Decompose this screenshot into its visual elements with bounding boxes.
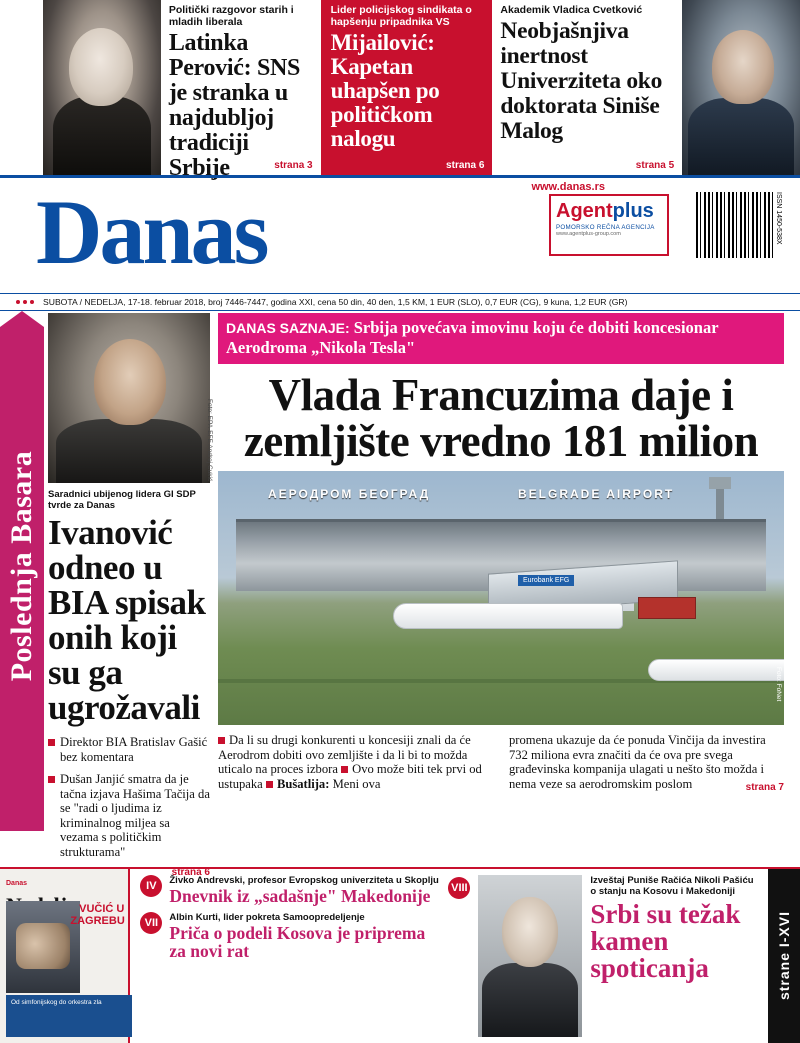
teaser-1-headline: Latinka Perović: SNS je stranka u najdubljoj tradiciji Srbije bbox=[168, 30, 301, 181]
bottom-items bbox=[130, 869, 768, 1043]
teaser-2[interactable] bbox=[323, 0, 493, 175]
bottom-pages-tab bbox=[768, 869, 800, 1043]
left-story[interactable] bbox=[48, 313, 210, 878]
teaser-1-kicker: Politički razgovor starih i mladih liberala bbox=[168, 4, 294, 28]
bullet-text: Direktor BIA Bratislav Gašić bez komentara bbox=[60, 735, 208, 764]
page-number-badge: VII bbox=[140, 912, 162, 934]
bullet-square-icon bbox=[341, 766, 348, 773]
ad-brand-name bbox=[556, 200, 662, 222]
bottom-left-items bbox=[140, 875, 440, 1037]
lead-story-banner bbox=[218, 313, 784, 364]
bottom-right-headline: Srbi su težak kamen spoticanja bbox=[590, 899, 741, 983]
page-number-badge-right: VIII bbox=[448, 877, 470, 899]
body-text-3: Meni ova bbox=[332, 776, 381, 791]
teaser-3-page: strana 5 bbox=[635, 160, 675, 171]
barcode bbox=[696, 192, 782, 258]
page-number-badge: IV bbox=[140, 875, 162, 897]
magazine-cover-headline: VUČIĆ U ZAGREBU bbox=[70, 903, 125, 927]
bullet-text: Dušan Janjić smatra da je tačna izjava Hašima Tačija da se "radi o ljudima iz kriminalnog miljea sa vezama s političkim strukturama" bbox=[60, 772, 210, 859]
bottom-item-kicker: Živko Andrevski, profesor Evropskog univerziteta u Skoplju bbox=[169, 875, 439, 886]
bottom-right-kicker: Izveštaj Puniše Račića Nikoli Pašiću o stanju na Kosovu i Makedoniji bbox=[590, 875, 754, 897]
bullet-square-icon bbox=[218, 737, 225, 744]
teaser-3-kicker: Akademik Vladica Cvetković bbox=[500, 4, 643, 16]
terminal-sign-latin: BELGRADE AIRPORT bbox=[518, 487, 675, 501]
top-teaser-strip bbox=[0, 0, 800, 181]
ad-subtitle: POMORSKO REČNA AGENCIJA bbox=[556, 224, 655, 231]
body-column-1 bbox=[218, 733, 493, 791]
jetway-logo: Eurobank EFG bbox=[518, 575, 574, 586]
teaser-1[interactable] bbox=[161, 0, 321, 181]
masthead bbox=[0, 175, 800, 293]
list-item[interactable] bbox=[140, 912, 440, 960]
issue-info-bar bbox=[0, 293, 800, 311]
bottom-pages-label: strane I-XVI bbox=[776, 911, 793, 1001]
lead-story-photo bbox=[218, 471, 784, 725]
photo-credit-right: Foto: FoNet bbox=[775, 666, 782, 701]
terminal-sign-cyrillic: АЕРОДРОМ БЕОГРАД bbox=[268, 487, 431, 501]
bottom-promo-strip bbox=[0, 867, 800, 1043]
bottom-right-portrait bbox=[478, 875, 582, 1037]
bottom-item-headline: Dnevnik iz „sadašnje" Makedonije bbox=[169, 886, 431, 906]
decorative-dots bbox=[16, 300, 34, 304]
left-story-page: strana 6 bbox=[171, 867, 210, 878]
list-item[interactable] bbox=[140, 875, 440, 905]
bullet-square-icon bbox=[48, 776, 55, 783]
teaser-1-page: strana 3 bbox=[274, 160, 313, 171]
teaser-2-kicker: Lider policijskog sindikata o hapšenju pripadnika VS bbox=[330, 4, 472, 28]
ad-url: www.agentplus-group.com bbox=[556, 231, 621, 237]
website-url[interactable]: www.danas.rs bbox=[531, 181, 605, 193]
bottom-right-item[interactable] bbox=[590, 875, 760, 1037]
ad-brand-part1: Agent bbox=[556, 200, 613, 222]
sidebar-basara-label: Poslednja Basara bbox=[5, 450, 38, 682]
barcode-bars bbox=[696, 192, 773, 258]
body-text-2: Ovo može biti tek prvi od ustupaka bbox=[218, 762, 482, 791]
teaser-2-headline: Mijailović: Kapetan uhapšen po političkom nalogu bbox=[330, 30, 440, 151]
body-text-1: Da li su drugi konkurenti u koncesiji znali da će Aerodrom dobiti ovo zemljište i da li bi to možda uticalo na proces izbora bbox=[218, 733, 471, 777]
airplane-body bbox=[393, 603, 623, 629]
left-story-bullets bbox=[48, 735, 210, 859]
ad-brand-part2: plus bbox=[612, 200, 654, 222]
body-column-2 bbox=[509, 733, 784, 794]
lead-story-headline: Vlada Francuzima daje i zemljište vredno 181 milion bbox=[243, 370, 759, 466]
bullet-square-icon bbox=[266, 781, 273, 788]
lead-story[interactable] bbox=[206, 313, 784, 794]
left-story-photo bbox=[48, 313, 210, 483]
body-text-source: Bušatlija: bbox=[276, 776, 330, 791]
service-truck bbox=[638, 597, 696, 619]
magazine-cover-photo bbox=[6, 901, 80, 993]
photo-credit-left: Foto: EPA-EFE Andrej Cukić bbox=[206, 399, 213, 482]
banner-text: Srbija povećava imovinu koju će dobiti koncesionar Aerodroma „Nikola Tesla" bbox=[226, 318, 719, 357]
magazine-cover-box: Od simfonijskog do orkestra zla bbox=[6, 995, 132, 1037]
magazine-sub: Danas bbox=[6, 880, 28, 887]
business-jet bbox=[648, 659, 784, 681]
list-item bbox=[48, 772, 210, 859]
barcode-isbn: ISSN 1450-538X bbox=[775, 192, 782, 245]
teaser-3[interactable] bbox=[492, 0, 682, 175]
sidebar-basara[interactable] bbox=[0, 311, 44, 831]
banner-label: DANAS SAZNAJE: bbox=[226, 320, 350, 336]
bottom-item-kicker: Albin Kurti, lider pokreta Samoopredeljenje bbox=[169, 912, 365, 923]
main-section bbox=[0, 311, 800, 878]
teaser-2-page: strana 6 bbox=[446, 160, 485, 171]
bullet-square-icon bbox=[48, 739, 55, 746]
advertisement-agentplus[interactable] bbox=[549, 194, 669, 256]
list-item bbox=[48, 735, 210, 764]
teaser-photo-cvetkovic bbox=[682, 0, 800, 175]
lead-story-page: strana 7 bbox=[745, 782, 784, 794]
teaser-photo-latinka bbox=[43, 0, 161, 175]
bottom-item-headline: Priča o podeli Kosova je priprema za novi rat bbox=[169, 923, 426, 961]
issue-info-text: SUBOTA / NEDELJA, 17-18. februar 2018, broj 7446-7447, godina XXI, cena 50 din, 40 den, 1,5 KM, 1 EUR (SLO), 0,7 EUR (CG), 9 kuna, 1,2 EUR (GR) bbox=[43, 297, 628, 307]
left-story-headline: Ivanović odneo u BIA spisak onih koji su ga ugrožavali bbox=[48, 513, 206, 727]
magazine-cover[interactable] bbox=[0, 869, 130, 1043]
teaser-3-headline: Neobjašnjiva inertnost Univerziteta oko doktorata Siniše Malog bbox=[500, 18, 663, 144]
lead-story-body bbox=[218, 733, 784, 794]
body-text-4: promena ukazuje da će ponuda Vinčija da investira 732 miliona evra značiti da će ova pre svega građevinska kompanija ulagati u nešto što možda i nema veze sa aerodromskim poslom bbox=[509, 733, 766, 791]
newspaper-logo: Danas bbox=[36, 181, 267, 283]
left-story-kicker: Saradnici ubijenog lidera GI SDP tvrde za Danas bbox=[48, 489, 196, 511]
